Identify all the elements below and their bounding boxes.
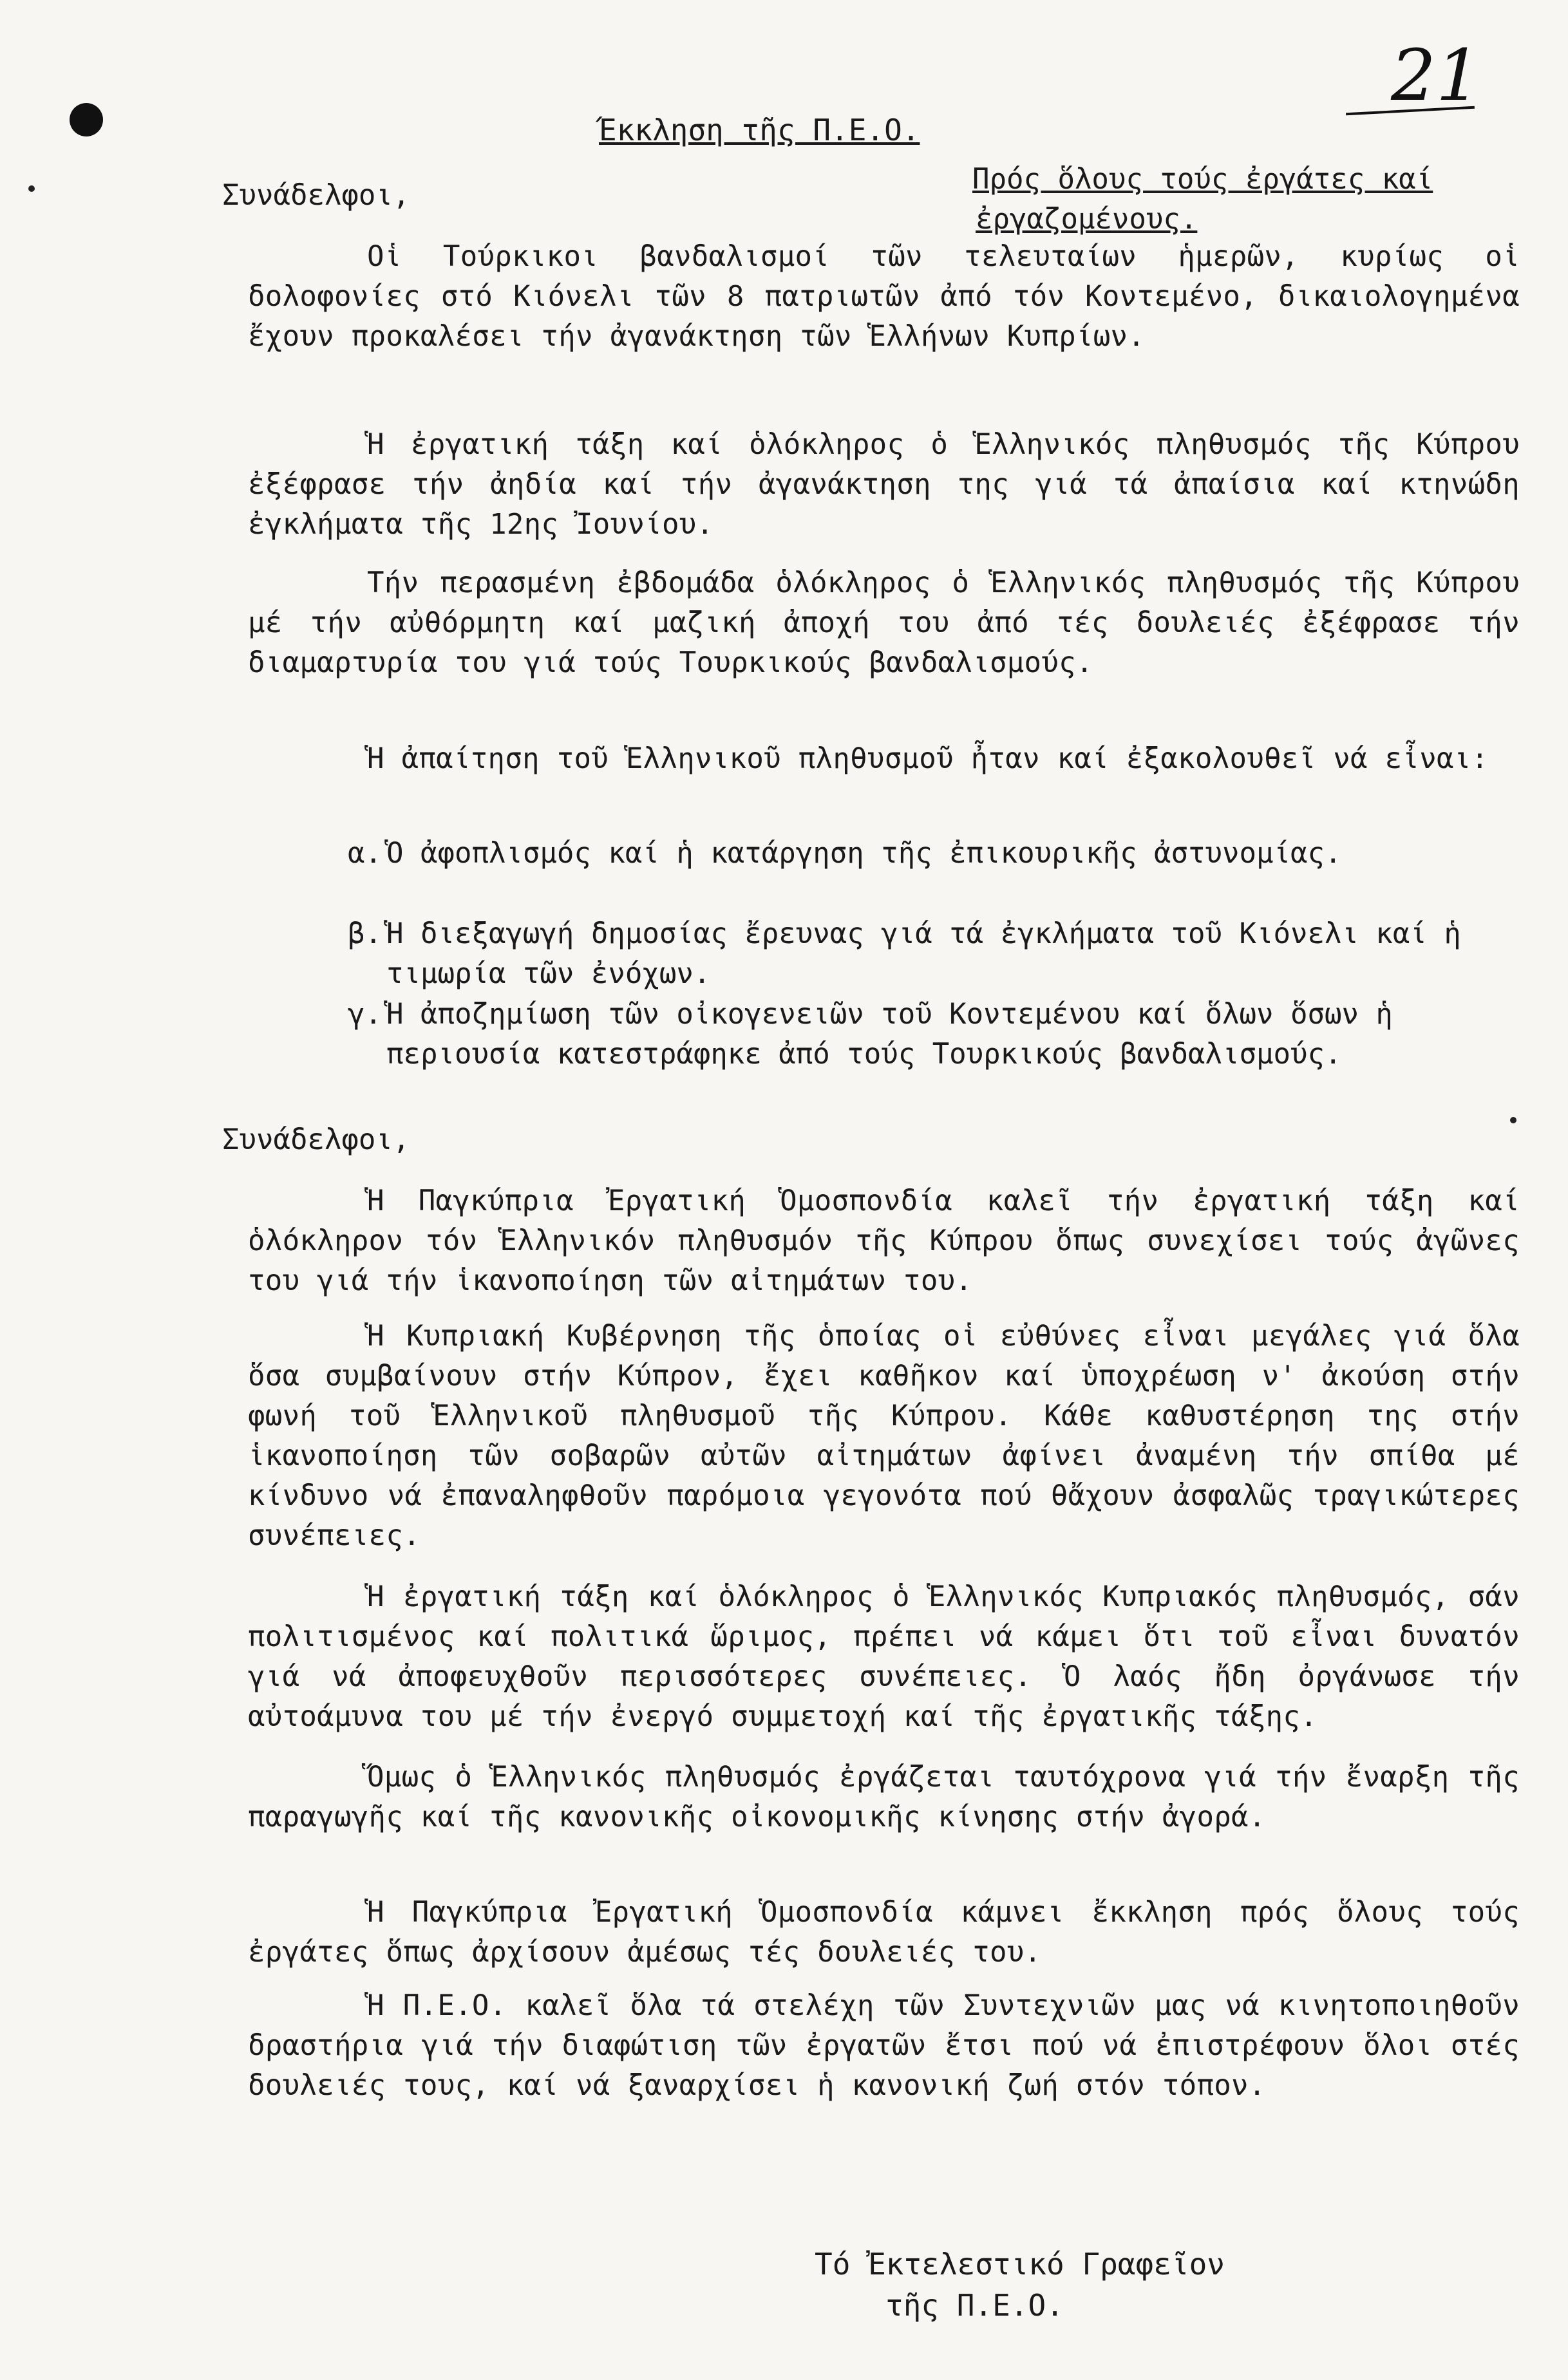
paragraph-1: Οἱ Τούρκικοι βανδαλισμοί τῶν τελευταίων ἡμερῶν, κυρίως οἱ δολοφονίες στό Κιόνελι τῶν 8 πατριωτῶν ἀπό τόν Κοντεμένο, δικαιολογημένα ἔχουν προκαλέσει τήν ἀγανάκτηση τῶν Ἑλλήνων Κυπρίων. xyxy=(248,240,1520,353)
paragraph-7: Ἡ ἐργατική τάξη καί ὁλόκληρος ὁ Ἑλληνικός Κυπριακός πληθυσμός, σάν πολιτισμένος καί πολιτικά ὥριμος, πρέπει νά κάμει ὅτι τοῦ εἶναι δυνατόν γιά νά ἀποφευχθοῦν περισσότερες συνέπειες. Ὁ λαός ἤδη ὀργάνωσε τήν αὐτοάμυνα του μέ τήν ἐνεργό συμμετοχή καί τῆς ἐργατικῆς τάξης. xyxy=(248,1580,1520,1733)
document-title: Έκκληση τῆς Π.Ε.Ο. xyxy=(599,113,920,147)
speck xyxy=(1510,1117,1516,1123)
addressee xyxy=(972,160,1433,239)
salutation-2: Συνάδελφοι, xyxy=(222,1123,410,1156)
speck xyxy=(28,185,35,192)
salutation: Συνάδελφοι, xyxy=(222,179,410,212)
paragraph-10: Ἡ Π.Ε.Ο. καλεῖ ὅλα τά στελέχη τῶν Συντεχνιῶν μας νά κινητοποιηθοῦν δραστήρια γιά τήν διαφώτιση τῶν ἐργατῶν ἔτσι πού νά ἐπιστρέφουν ὅλοι στές δουλειές τους, καί νά ξαναρχίσει ἡ κανονική ζωή στόν τόπον. xyxy=(248,1989,1520,2102)
punch-hole xyxy=(70,103,103,136)
signature-line-1: Τό Ἐκτελεστικό Γραφεῖον xyxy=(815,2247,1225,2282)
demand-item xyxy=(348,995,1520,1074)
demand-text: Ὁ ἀφοπλισμός καί ἡ κατάργηση τῆς ἐπικουρικῆς ἀστυνομίας. xyxy=(386,837,1342,870)
page-number: 21 xyxy=(1391,34,1481,117)
paragraph-2: Ἡ ἐργατική τάξη καί ὁλόκληρος ὁ Ἑλληνικός πληθυσμός τῆς Κύπρου ἐξέφρασε τήν ἀηδία καί τήν ἀγανάκτηση της γιά τά ἀπαίσια καί κτηνώδη ἐγκλήματα τῆς 12ης Ἰουνίου. xyxy=(248,428,1520,541)
paragraph-8: Ὅμως ὁ Ἑλληνικός πληθυσμός ἐργάζεται ταυτόχρονα γιά τήν ἔναρξη τῆς παραγωγῆς καί τῆς κανονικῆς οἰκονομικῆς κίνησης στήν ἀγορά. xyxy=(248,1761,1520,1833)
addressee-line-1: Πρός ὅλους τούς ἐργάτες καί xyxy=(972,163,1433,196)
demand-text: Ἡ ἀποζημίωση τῶν οἰκογενειῶν τοῦ Κοντεμένου καί ὅλων ὅσων ἡ περιουσία κατεστράφηκε ἀπό τούς Τουρκικούς βανδαλισμούς. xyxy=(386,998,1393,1071)
demand-letter: β. xyxy=(348,917,382,950)
demand-item xyxy=(348,914,1520,994)
addressee-line-2: ἐργαζομένους. xyxy=(976,203,1198,236)
signature-block xyxy=(815,2244,1225,2326)
demand-text: Ἡ διεξαγωγή δημοσίας ἔρευνας γιά τά ἐγκλήματα τοῦ Κιόνελι καί ἡ τιμωρία τῶν ἐνόχων. xyxy=(386,917,1461,990)
demand-letter: γ. xyxy=(348,998,382,1031)
demand-letter: α. xyxy=(348,837,382,870)
paragraph-6: Ἡ Κυπριακή Κυβέρνηση τῆς ὁποίας οἱ εὐθύνες εἶναι μεγάλες γιά ὅλα ὅσα συμβαίνουν στήν Κύπρον, ἔχει καθῆκον καί ὑποχρέωση ν' ἀκούση στήν φωνή τοῦ Ἑλληνικοῦ πληθυσμοῦ τῆς Κύπρου. Κάθε καθυστέρηση της στήν ἱκανοποίηση τῶν σοβαρῶν αὐτῶν αἰτημάτων ἀφίνει ἀναμένη τήν σπίθα μέ κίνδυνο νά ἐπαναληφθοῦν παρόμοια γεγονότα πού θἄχουν ἀσφαλῶς τραγικώτερες συνέπειες. xyxy=(248,1320,1520,1552)
signature-line-2: τῆς Π.Ε.Ο. xyxy=(885,2288,1064,2323)
demand-item xyxy=(348,834,1520,874)
paragraph-9: Ἡ Παγκύπρια Ἐργατική Ὁμοσπονδία κάμνει ἔκκληση πρός ὅλους τούς ἐργάτες ὅπως ἀρχίσουν ἀμέσως τές δουλειές του. xyxy=(248,1896,1520,1969)
paragraph-4: Ἡ ἀπαίτηση τοῦ Ἑλληνικοῦ πληθυσμοῦ ἦταν καί ἐξακολουθεῖ νά εἶναι: xyxy=(367,742,1489,775)
paragraph-5: Ἡ Παγκύπρια Ἐργατική Ὁμοσπονδία καλεῖ τήν ἐργατική τάξη καί ὁλόκληρον τόν Ἑλληνικόν πληθυσμόν τῆς Κύπρου ὅπως συνεχίσει τούς ἀγῶνες του γιά τήν ἱκανοποίηση τῶν αἰτημάτων του. xyxy=(248,1185,1520,1297)
paragraph-3: Τήν περασμένη ἐβδομάδα ὁλόκληρος ὁ Ἑλληνικός πληθυσμός τῆς Κύπρου μέ τήν αὐθόρμητη καί μαζική ἀποχή του ἀπό τές δουλειές ἐξέφρασε τήν διαμαρτυρία του γιά τούς Τουρκικούς βανδαλισμούς. xyxy=(248,567,1520,679)
